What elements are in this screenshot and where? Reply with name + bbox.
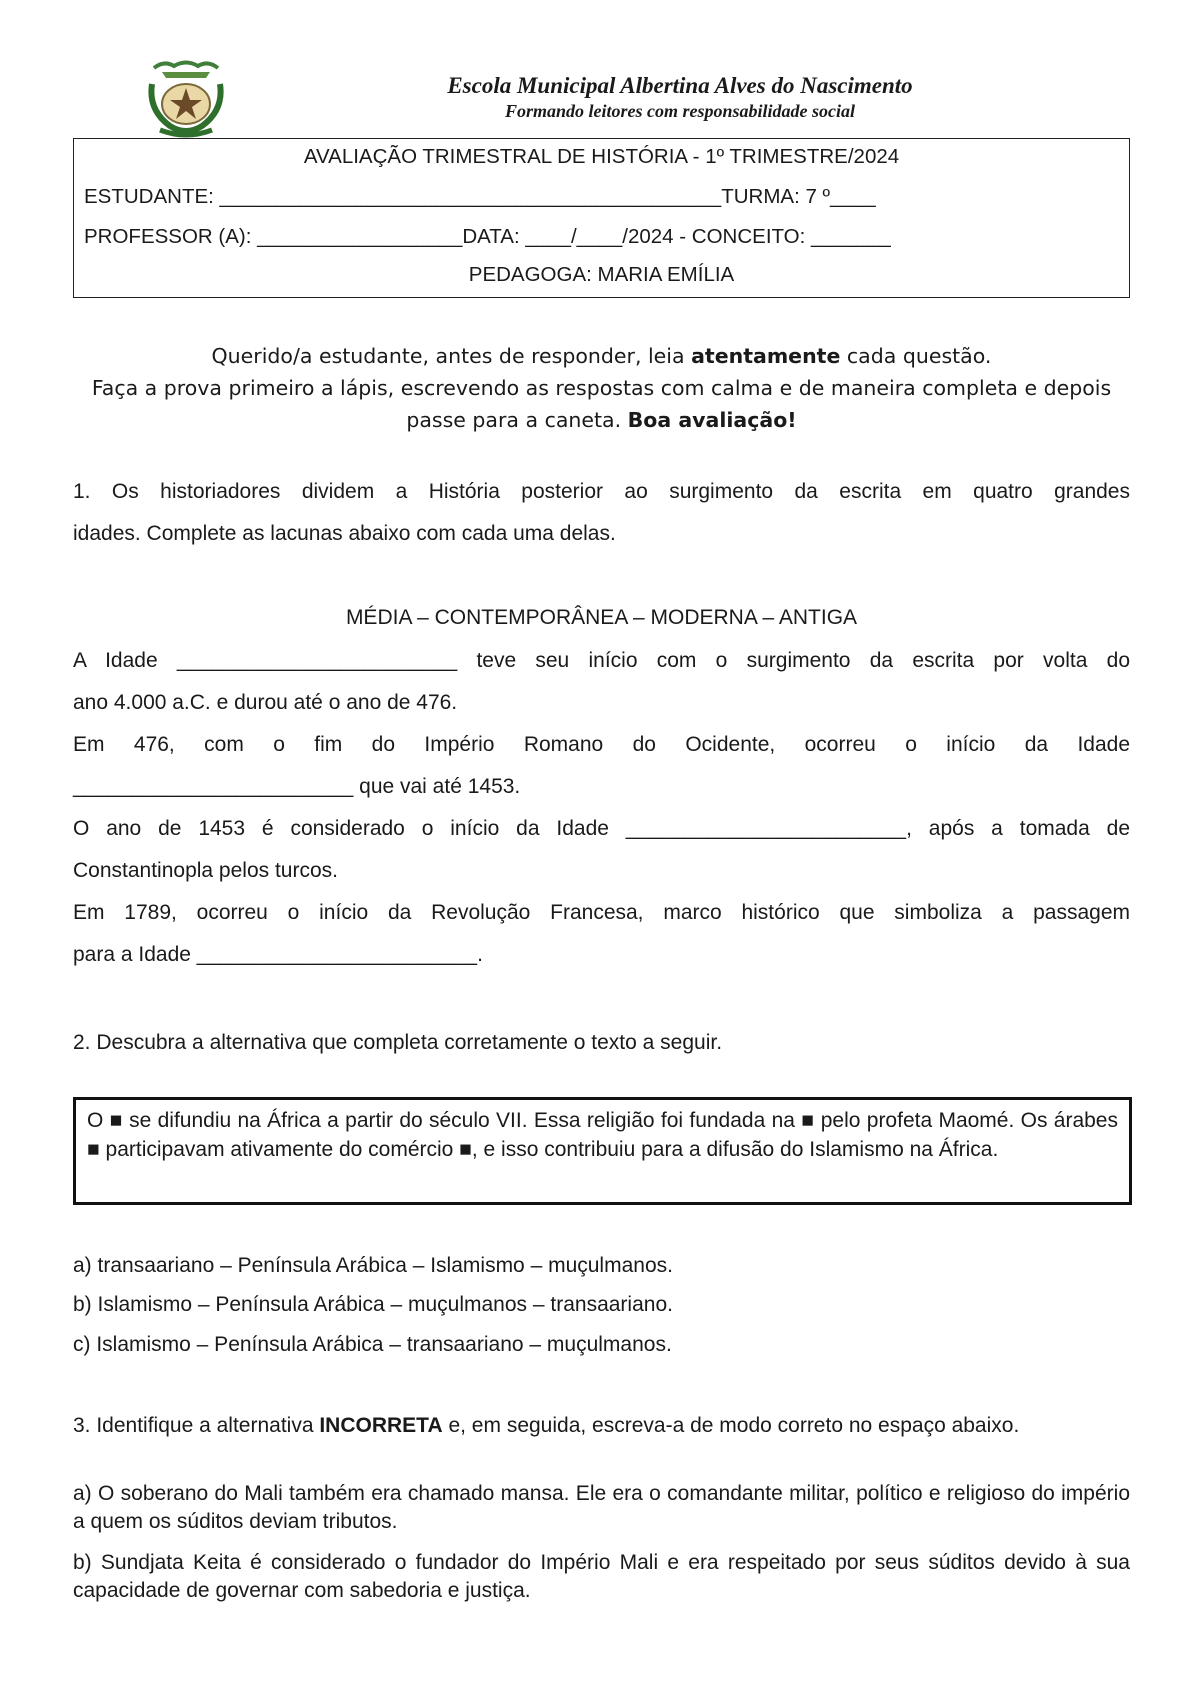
instructions-line-3: passe para a caneta. Boa avaliação! bbox=[406, 408, 797, 432]
question-3-option-a[interactable]: a) O soberano do Mali também era chamado mansa. Ele era o comandante militar, político e religioso do império a quem os súditos deviam tributos. bbox=[73, 1482, 1130, 1533]
student-field[interactable]: ESTUDANTE: ____________________________________________TURMA: 7 º____ bbox=[84, 185, 876, 208]
word-bank: MÉDIA – CONTEMPORÂNEA – MODERNA – ANTIGA bbox=[345, 606, 858, 629]
school-name: Escola Municipal Albertina Alves do Nascimento bbox=[447, 73, 913, 98]
question-2-option-b[interactable]: b) Islamismo – Península Arábica – muçulmanos – transaariano. bbox=[73, 1293, 673, 1316]
question-3-prompt: 3. Identifique a alternativa INCORRETA e, em seguida, escreva-a de modo correto no espaço abaixo. bbox=[73, 1414, 1020, 1437]
question-1-prompt-line-2: idades. Complete as lacunas abaixo com cada uma delas. bbox=[73, 522, 616, 545]
school-motto: Formando leitores com responsabilidade social bbox=[504, 101, 855, 121]
teacher-date-grade-field[interactable]: PROFESSOR (A): __________________DATA: ____/____/2024 - CONCEITO: _______ bbox=[84, 225, 891, 248]
blank-sentence-2-line-2[interactable]: ________________________ que vai até 1453. bbox=[73, 775, 521, 798]
exam-title: AVALIAÇÃO TRIMESTRAL DE HISTÓRIA - 1º TRIMESTRE/2024 bbox=[303, 145, 900, 168]
blank-sentence-2-line-1: Em 476, com o fim do Império Romano do Ocidente, ocorreu o início da Idade bbox=[73, 733, 1130, 756]
instructions-line-1: Querido/a estudante, antes de responder, leia atentamente cada questão. bbox=[211, 344, 992, 368]
question-2-prompt: 2. Descubra a alternativa que completa corretamente o texto a seguir. bbox=[73, 1031, 723, 1054]
question-2-text-box: O ■ se difundiu na África a partir do século VII. Essa religião foi fundada na ■ pelo profeta Maomé. Os árabes ■ participavam ativamente do comércio ■, e isso contribuiu para a difusão do Islamismo na África. bbox=[73, 1097, 1132, 1205]
blank-sentence-4-line-2[interactable]: para a Idade ________________________. bbox=[73, 943, 483, 966]
blank-sentence-3-line-1[interactable]: O ano de 1453 é considerado o início da Idade ________________________, após a tomada de bbox=[73, 817, 1130, 840]
question-1-blanks bbox=[73, 640, 1130, 976]
question-1 bbox=[73, 471, 1130, 555]
pedagogue-line: PEDAGOGA: MARIA EMÍLIA bbox=[468, 263, 735, 286]
instructions bbox=[73, 340, 1130, 436]
question-2-option-c[interactable]: c) Islamismo – Península Arábica – transaariano – muçulmanos. bbox=[73, 1333, 672, 1356]
blank-sentence-1-line-2: ano 4.000 a.C. e durou até o ano de 476. bbox=[73, 691, 458, 714]
blank-sentence-3-line-2: Constantinopla pelos turcos. bbox=[73, 859, 338, 882]
instructions-line-2: Faça a prova primeiro a lápis, escrevendo as respostas com calma e de maneira completa e depois bbox=[91, 376, 1112, 400]
school-crest-logo bbox=[140, 58, 232, 140]
blank-sentence-1-line-1[interactable]: A Idade ________________________ teve seu início com o surgimento da escrita por volta do bbox=[73, 649, 1130, 672]
school-header bbox=[390, 72, 970, 122]
question-1-prompt-line-1: 1. Os historiadores dividem a História posterior ao surgimento da escrita em quatro grandes bbox=[73, 480, 1130, 503]
question-2-option-a[interactable]: a) transaariano – Península Arábica – Islamismo – muçulmanos. bbox=[73, 1254, 673, 1277]
question-3-option-b[interactable]: b) Sundjata Keita é considerado o fundador do Império Mali e era respeitado por seus súditos devido à sua capacidade de governar com sabedoria e justiça. bbox=[73, 1551, 1130, 1602]
exam-header-box bbox=[73, 138, 1130, 298]
blank-sentence-4-line-1: Em 1789, ocorreu o início da Revolução Francesa, marco histórico que simboliza a passagem bbox=[73, 901, 1130, 924]
